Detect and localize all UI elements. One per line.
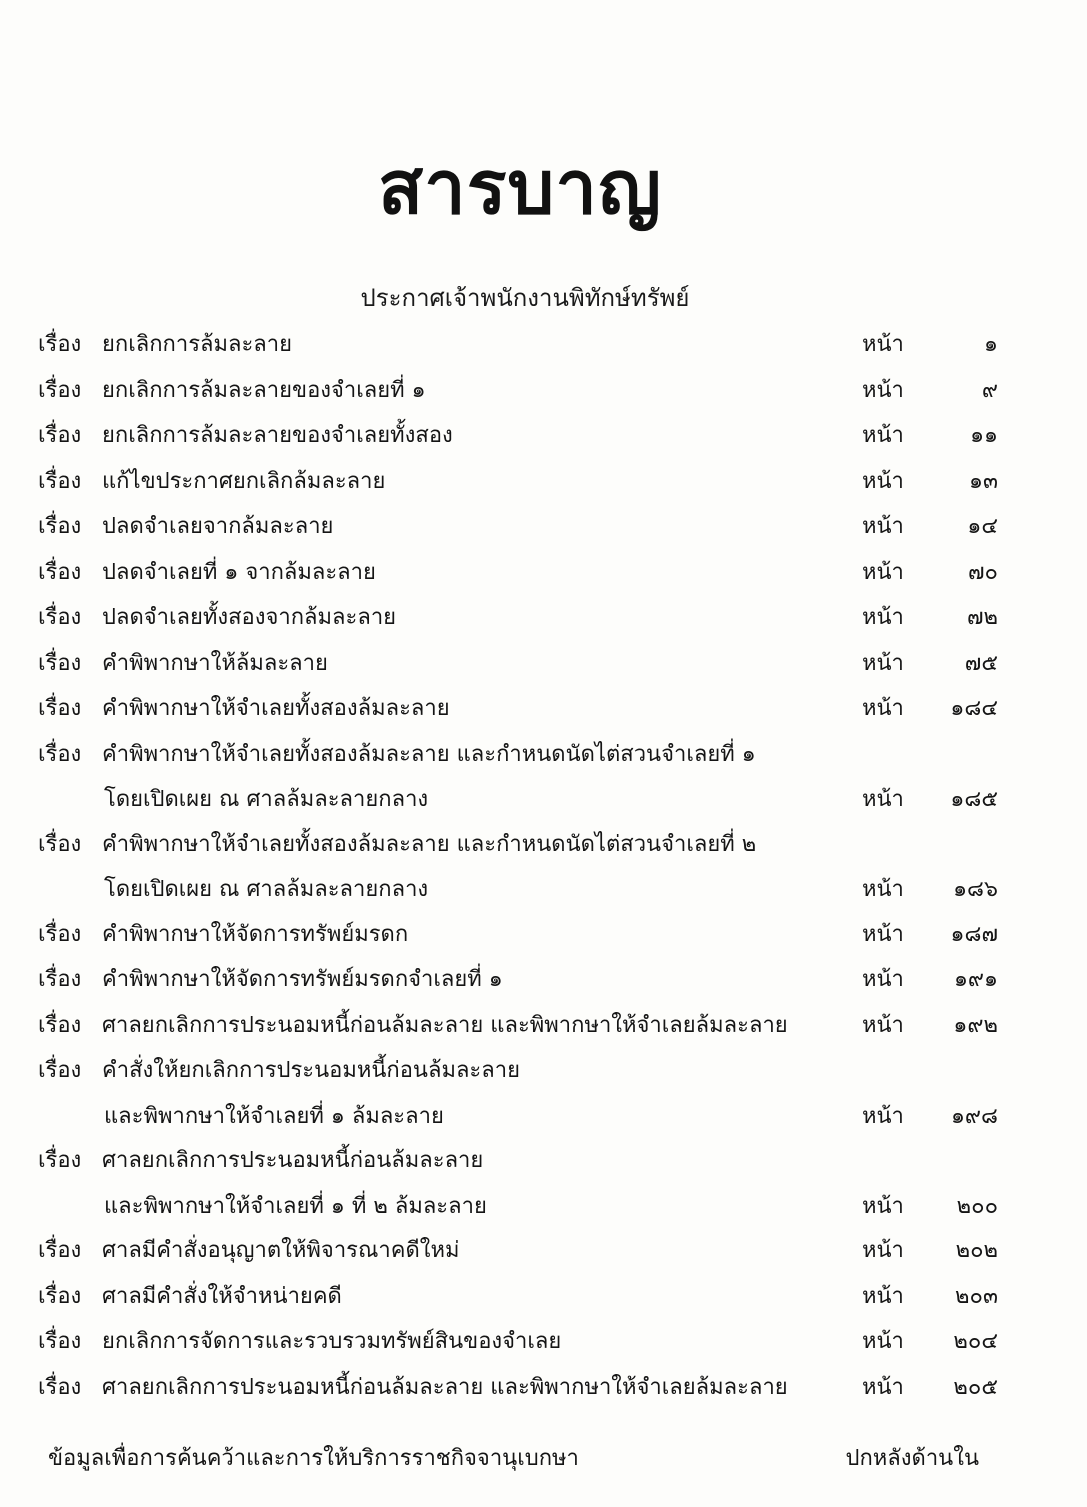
toc-entry-title: โดยเปิดเผย ณ ศาลล้มละลายกลาง bbox=[104, 877, 429, 902]
section-heading: ประกาศเจ้าพนักงานพิทักษ์ทรัพย์ bbox=[360, 284, 690, 312]
toc-entry-lead: เรื่อง bbox=[38, 967, 82, 992]
footer-source-note: ข้อมูลเพื่อการค้นคว้าและการให้บริการราชกิจจานุเบกษา bbox=[48, 1446, 579, 1471]
toc-page-label: หน้า bbox=[862, 921, 904, 947]
toc-entry-lead: เรื่อง bbox=[38, 1329, 82, 1354]
toc-entry-title: แก้ไขประกาศยกเลิกล้มละลาย bbox=[102, 468, 386, 494]
toc-entry-lead: เรื่อง bbox=[38, 921, 82, 947]
toc-entry-title: คำพิพากษาให้จำเลยทั้งสองล้มละลาย และกำหนดนัดไต่สวนจำเลยที่ ๑ bbox=[102, 741, 756, 767]
toc-page-number: ๗๐ bbox=[968, 559, 998, 585]
toc-entry bbox=[38, 1184, 1013, 1229]
table-of-contents bbox=[38, 322, 1013, 1410]
toc-page-number: ๑๘๔ bbox=[950, 696, 998, 721]
toc-entry-title: คำสั่งให้ยกเลิกการประนอมหนี้ก่อนล้มละลาย bbox=[102, 1058, 520, 1083]
toc-entry-title: ปลดจำเลยที่ ๑ จากล้มละลาย bbox=[102, 559, 376, 585]
toc-entry bbox=[38, 1138, 1013, 1184]
toc-page-number: ๑๘๖ bbox=[953, 877, 998, 902]
toc-entry bbox=[38, 550, 1013, 596]
toc-entry bbox=[38, 822, 1013, 868]
toc-entry-title: คำพิพากษาให้จำเลยทั้งสองล้มละลาย bbox=[102, 696, 450, 721]
toc-entry bbox=[38, 732, 1013, 778]
toc-page-number: ๑๓ bbox=[968, 468, 998, 494]
toc-entry-title: คำพิพากษาให้จัดการทรัพย์มรดก bbox=[102, 921, 409, 947]
toc-page-number: ๗๒ bbox=[966, 605, 998, 630]
toc-page-number: ๑๙๑ bbox=[953, 967, 998, 992]
toc-page-number: ๒๐๐ bbox=[956, 1193, 998, 1219]
toc-page-number: ๙ bbox=[981, 377, 998, 403]
toc-entry-title: ยกเลิกการล้มละลายของจำเลยที่ ๑ bbox=[102, 377, 426, 403]
toc-page-label: หน้า bbox=[862, 696, 904, 721]
toc-entry bbox=[38, 867, 1013, 912]
toc-entry bbox=[38, 1274, 1013, 1320]
toc-page-number: ๑๙๘ bbox=[950, 1103, 998, 1129]
toc-entry-title: และพิพากษาให้จำเลยที่ ๑ ล้มละลาย bbox=[104, 1103, 444, 1129]
toc-entry-lead: เรื่อง bbox=[38, 377, 82, 403]
toc-entry bbox=[38, 686, 1013, 732]
toc-entry bbox=[38, 1048, 1013, 1094]
toc-page-number: ๒๐๓ bbox=[955, 1283, 998, 1309]
toc-entry-lead: เรื่อง bbox=[38, 605, 82, 630]
toc-entry-title: ศาลมีคำสั่งอนุญาตให้พิจารณาคดีใหม่ bbox=[102, 1238, 460, 1263]
toc-page-number: ๒๐๔ bbox=[953, 1329, 998, 1354]
toc-entry-lead: เรื่อง bbox=[38, 1012, 82, 1038]
toc-page-label: หน้า bbox=[862, 423, 904, 448]
toc-page-label: หน้า bbox=[862, 1193, 904, 1219]
toc-entry-title: ศาลยกเลิกการประนอมหนี้ก่อนล้มละลาย และพิพากษาให้จำเลยล้มละลาย bbox=[102, 1012, 788, 1038]
toc-page-number: ๑๘๗ bbox=[950, 921, 998, 947]
toc-page-label: หน้า bbox=[862, 1374, 904, 1400]
toc-page-label: หน้า bbox=[862, 877, 904, 902]
toc-page-label: หน้า bbox=[862, 468, 904, 494]
toc-entry-title: คำพิพากษาให้จำเลยทั้งสองล้มละลาย และกำหนดนัดไต่สวนจำเลยที่ ๒ bbox=[102, 831, 757, 857]
toc-entry-title: ศาลยกเลิกการประนอมหนี้ก่อนล้มละลาย bbox=[102, 1148, 484, 1173]
toc-entry-title: คำพิพากษาให้ล้มละลาย bbox=[102, 650, 328, 676]
toc-page-label: หน้า bbox=[862, 377, 904, 403]
toc-page-label: หน้า bbox=[862, 1238, 904, 1263]
toc-entry-lead: เรื่อง bbox=[38, 423, 82, 448]
toc-entry bbox=[38, 1319, 1013, 1365]
toc-page-number: ๑ bbox=[984, 332, 998, 357]
toc-entry-lead: เรื่อง bbox=[38, 831, 82, 857]
toc-entry-lead: เรื่อง bbox=[38, 650, 82, 676]
toc-page-number: ๒๐๕ bbox=[953, 1374, 998, 1400]
toc-entry-title: ศาลยกเลิกการประนอมหนี้ก่อนล้มละลาย และพิพากษาให้จำเลยล้มละลาย bbox=[102, 1374, 788, 1400]
toc-page-number: ๒๐๒ bbox=[955, 1238, 998, 1263]
toc-page-number: ๑๙๒ bbox=[953, 1012, 998, 1038]
toc-entry-lead: เรื่อง bbox=[38, 332, 82, 357]
toc-entry-lead: เรื่อง bbox=[38, 468, 82, 494]
toc-page-label: หน้า bbox=[862, 332, 904, 357]
footer-back-cover-note: ปกหลังด้านใน bbox=[845, 1446, 979, 1471]
toc-entry-title: ปลดจำเลยทั้งสองจากล้มละลาย bbox=[102, 605, 397, 630]
toc-entry-lead: เรื่อง bbox=[38, 559, 82, 585]
toc-entry bbox=[38, 504, 1013, 550]
toc-entry-title: ยกเลิกการจัดการและรวบรวมทรัพย์สินของจำเลย bbox=[102, 1329, 562, 1354]
toc-entry-title: โดยเปิดเผย ณ ศาลล้มละลายกลาง bbox=[104, 787, 429, 812]
toc-page-number: ๑๘๕ bbox=[950, 787, 998, 812]
toc-entry bbox=[38, 912, 1013, 958]
toc-page-label: หน้า bbox=[862, 967, 904, 992]
toc-entry-lead: เรื่อง bbox=[38, 1058, 82, 1083]
toc-entry bbox=[38, 1365, 1013, 1411]
toc-entry bbox=[38, 322, 1013, 368]
toc-entry bbox=[38, 1228, 1013, 1274]
toc-entry bbox=[38, 368, 1013, 414]
toc-entry bbox=[38, 1003, 1013, 1049]
toc-entry bbox=[38, 957, 1013, 1003]
toc-page-label: หน้า bbox=[862, 605, 904, 630]
toc-entry-title: และพิพากษาให้จำเลยที่ ๑ ที่ ๒ ล้มละลาย bbox=[104, 1193, 487, 1219]
toc-entry-title: ปลดจำเลยจากล้มละลาย bbox=[102, 514, 334, 539]
toc-entry-lead: เรื่อง bbox=[38, 1148, 82, 1173]
toc-entry-title: ศาลมีคำสั่งให้จำหน่ายคดี bbox=[102, 1283, 342, 1309]
toc-page-label: หน้า bbox=[862, 787, 904, 812]
toc-entry bbox=[38, 413, 1013, 459]
toc-entry bbox=[38, 595, 1013, 641]
toc-entry-title: คำพิพากษาให้จัดการทรัพย์มรดกจำเลยที่ ๑ bbox=[102, 967, 503, 992]
toc-entry bbox=[38, 459, 1013, 505]
toc-entry-lead: เรื่อง bbox=[38, 741, 82, 767]
toc-entry-lead: เรื่อง bbox=[38, 1374, 82, 1400]
toc-entry bbox=[38, 1094, 1013, 1139]
toc-entry-lead: เรื่อง bbox=[38, 1283, 82, 1309]
toc-page-number: ๑๔ bbox=[967, 514, 998, 539]
toc-entry-lead: เรื่อง bbox=[38, 514, 82, 539]
toc-page-number: ๗๕ bbox=[964, 650, 998, 676]
toc-entry bbox=[38, 777, 1013, 822]
toc-entry-lead: เรื่อง bbox=[38, 1238, 82, 1263]
toc-entry-title: ยกเลิกการล้มละลาย bbox=[102, 332, 293, 357]
toc-page-label: หน้า bbox=[862, 650, 904, 676]
toc-entry bbox=[38, 641, 1013, 687]
toc-page-label: หน้า bbox=[862, 1283, 904, 1309]
toc-page-label: หน้า bbox=[862, 1329, 904, 1354]
toc-page-label: หน้า bbox=[862, 559, 904, 585]
toc-page-label: หน้า bbox=[862, 1103, 904, 1129]
page-title: สารบาญ bbox=[377, 145, 663, 231]
toc-page-number: ๑๑ bbox=[970, 423, 998, 448]
toc-page-label: หน้า bbox=[862, 514, 904, 539]
toc-entry-title: ยกเลิกการล้มละลายของจำเลยทั้งสอง bbox=[102, 423, 453, 448]
toc-entry-lead: เรื่อง bbox=[38, 696, 82, 721]
toc-page-label: หน้า bbox=[862, 1012, 904, 1038]
